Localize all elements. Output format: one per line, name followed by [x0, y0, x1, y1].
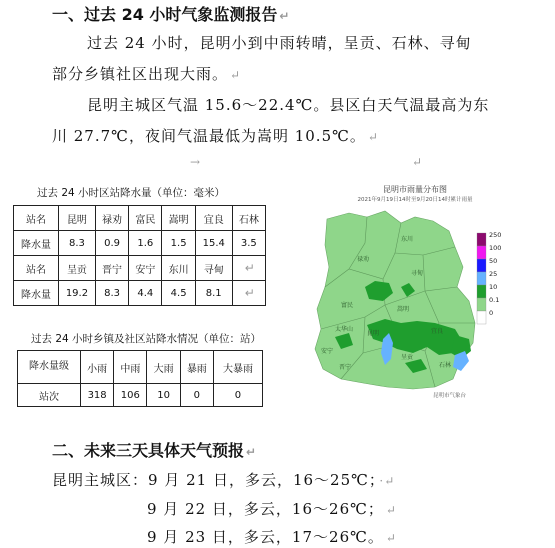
forecast-day1: 9 月 21 日，多云，16～25℃；	[148, 471, 378, 489]
table-cell: 0	[180, 384, 213, 407]
table-cell: 大暴雨	[213, 351, 262, 384]
table-row	[14, 231, 266, 256]
paragraph-mark: ↵	[279, 9, 290, 23]
table-cell: 大雨	[147, 351, 180, 384]
table-cell: 寻甸	[195, 256, 232, 281]
para1-line1: 过去 24 小时，昆明小到中雨转晴，呈贡、石林、寻甸	[87, 34, 472, 52]
forecast-line-2	[147, 498, 397, 519]
table-cell: 宜良	[195, 206, 232, 231]
table-cell: 小雨	[81, 351, 114, 384]
table-cell: 中雨	[114, 351, 147, 384]
table-cell: 晋宁	[95, 256, 128, 281]
legend-label: 0	[489, 309, 494, 317]
para2-line2-text: 川 27.7℃，夜间气温最低为嵩明 10.5℃。	[52, 127, 366, 145]
legend-label: 100	[489, 244, 502, 252]
table-row	[14, 281, 266, 306]
map-label: 东川	[401, 236, 414, 243]
table-cell: 1.6	[129, 231, 162, 256]
table-cell: 富民	[129, 206, 162, 231]
precip-station-table	[13, 205, 266, 306]
map-label: 石林	[439, 362, 452, 369]
table-cell: 站次	[18, 384, 81, 407]
legend-swatch	[477, 259, 486, 272]
cell-mark: ↵	[244, 286, 255, 300]
table-cell: 8.3	[95, 281, 128, 306]
para2-line2	[52, 125, 379, 146]
paragraph-mark: ↵	[385, 531, 397, 545]
paragraph-mark: ↵	[385, 503, 397, 517]
paragraph-mark: ↵	[367, 130, 379, 144]
map-label: 禄劝	[357, 256, 370, 263]
map-label: 嵩明	[397, 306, 410, 313]
table-cell: 106	[114, 384, 147, 407]
map-label: 寻甸	[411, 270, 424, 277]
legend-swatch	[477, 298, 486, 311]
map-label: 昆明	[367, 330, 380, 337]
table-cell: 站名	[14, 206, 59, 231]
map-label: 呈贡	[401, 354, 414, 361]
tab-mark: →	[190, 155, 201, 169]
paragraph-mark: ↵	[246, 445, 257, 459]
table-cell: 嵩明	[162, 206, 195, 231]
table-cell: 石林	[232, 206, 265, 231]
table-cell: 4.5	[162, 281, 195, 306]
table-row	[18, 351, 263, 384]
map-label: 富民	[341, 302, 354, 309]
para1-line2-text: 部分乡镇社区出现大雨。	[52, 65, 229, 83]
legend-label: 10	[489, 283, 498, 291]
table-cell: 3.5	[232, 231, 265, 256]
table-cell	[232, 281, 265, 306]
para2-line1: 昆明主城区气温 15.6～22.4℃。县区白天气温最高为东	[87, 96, 490, 114]
table-cell: 东川	[162, 256, 195, 281]
table-cell: 8.1	[195, 281, 232, 306]
section1-heading-text: 一、过去 24 小时气象监测报告	[52, 5, 278, 24]
cell-mark: ↵	[244, 261, 255, 275]
table-cell: 暴雨	[180, 351, 213, 384]
table2-caption: 过去 24 小时乡镇及社区站降水情况（单位：站）	[31, 333, 262, 345]
map-label: 太华山	[335, 326, 354, 333]
rainfall-distribution-map	[305, 183, 537, 403]
table-cell: 19.2	[59, 281, 96, 306]
table-cell: 10	[147, 384, 180, 407]
legend-swatch	[477, 272, 486, 285]
forecast-place: 昆明主城区：	[52, 471, 149, 489]
table-cell: 8.3	[59, 231, 96, 256]
legend-swatch	[477, 311, 486, 324]
table-cell: 0	[213, 384, 262, 407]
map-subtitle: 2021年9月19日14时至9月20日14时累计雨量	[357, 197, 473, 203]
table-cell: 降水量	[14, 231, 59, 256]
forecast-day3: 9 月 23 日，多云，17～26℃。	[147, 528, 384, 546]
forecast-day2: 9 月 22 日，多云，16～26℃；	[147, 500, 384, 518]
table-cell: 降水量	[14, 281, 59, 306]
precip-grade-table	[17, 350, 263, 407]
table-cell: 0.9	[95, 231, 128, 256]
map-legend	[477, 231, 501, 324]
legend-swatch	[477, 246, 486, 259]
table-cell: 15.4	[195, 231, 232, 256]
table1-caption: 过去 24 小时区站降水量（单位：毫米）	[37, 187, 226, 199]
map-label: 安宁	[321, 348, 334, 355]
table-cell: 318	[81, 384, 114, 407]
legend-label: 250	[489, 231, 502, 239]
paragraph-mark: ↵	[230, 68, 242, 82]
table-row	[14, 256, 266, 281]
legend-label: 25	[489, 270, 498, 278]
table-row	[14, 206, 266, 231]
table-cell: 呈贡	[59, 256, 96, 281]
forecast-line-3	[147, 526, 397, 547]
map-credit: 昆明市气象台	[433, 393, 467, 399]
legend-swatch	[477, 285, 486, 298]
table-row	[18, 384, 263, 407]
table-cell: 昆明	[59, 206, 96, 231]
section1-heading	[52, 2, 289, 25]
map-label: 宜良	[431, 328, 444, 335]
section2-heading	[52, 438, 256, 461]
table-cell: 安宁	[129, 256, 162, 281]
map-label: 晋宁	[339, 364, 352, 371]
legend-label: 0.1	[489, 296, 500, 304]
legend-label: 50	[489, 257, 498, 265]
paragraph-mark: ·↵	[379, 474, 396, 488]
table-cell: 4.4	[129, 281, 162, 306]
para1-line2	[52, 63, 241, 84]
paragraph-mark: ↵	[412, 155, 423, 169]
table-cell: 1.5	[162, 231, 195, 256]
table-cell	[232, 256, 265, 281]
table-cell: 站名	[14, 256, 59, 281]
table-cell: 禄劝	[95, 206, 128, 231]
legend-swatch	[477, 233, 486, 246]
map-title: 昆明市雨量分布图	[383, 185, 447, 194]
section2-heading-text: 二、未来三天具体天气预报	[52, 441, 245, 460]
forecast-line-1	[52, 469, 395, 490]
table-cell: 降水量级	[18, 351, 81, 384]
